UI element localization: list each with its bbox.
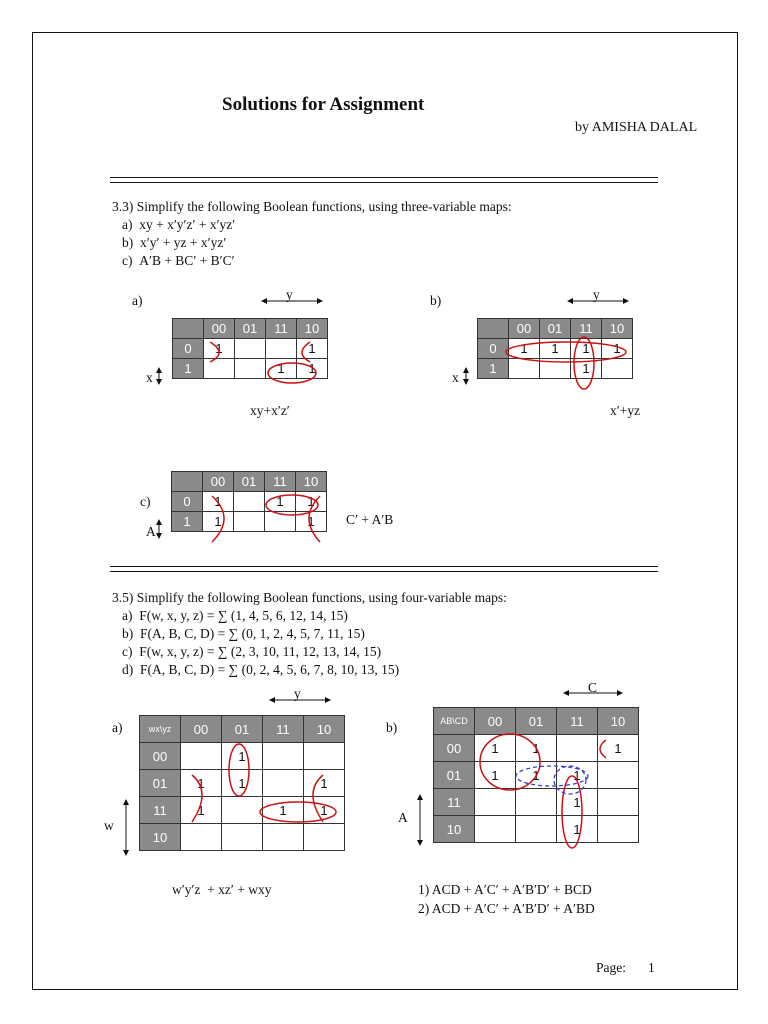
kmap-row-header: 0 — [478, 339, 509, 359]
kmap-cell — [181, 824, 222, 851]
kmap-cell — [222, 797, 263, 824]
kmap-cell — [516, 789, 557, 816]
kmap-3var-b — [477, 318, 633, 379]
kmap-col-header: 01 — [234, 472, 265, 492]
question-heading: 3.5) Simplify the following Boolean functions, using four-variable maps: — [112, 590, 507, 605]
kmap-row-header: 11 — [140, 797, 181, 824]
kmap-cell: 1 — [222, 770, 263, 797]
question-item: d) F(A, B, C, D) = ∑ (0, 2, 4, 5, 6, 7, 8, 10, 13, 15) — [122, 662, 400, 677]
kmap-corner: AB\CD — [434, 708, 475, 735]
map-label: a) — [132, 293, 143, 308]
kmap-cell — [181, 743, 222, 770]
map-label: b) — [386, 720, 398, 735]
map-var-side: A — [146, 524, 156, 539]
kmap-col-header: 00 — [181, 716, 222, 743]
kmap-col-header: 11 — [265, 472, 296, 492]
kmap-cell: 1 — [204, 339, 235, 359]
kmap-col-header: 00 — [509, 319, 540, 339]
kmap-4var-b — [433, 707, 639, 843]
kmap-cell: 1 — [181, 770, 222, 797]
kmap-cell — [557, 735, 598, 762]
kmap-cell — [598, 762, 639, 789]
page-label: Page: — [596, 960, 626, 975]
map-label: b) — [430, 293, 442, 308]
question-heading: 3.3) Simplify the following Boolean functions, using three-variable maps: — [112, 199, 512, 214]
kmap-cell — [235, 359, 266, 379]
kmap-col-header: 01 — [516, 708, 557, 735]
kmap-row-header: 0 — [173, 339, 204, 359]
map-var-side: A — [398, 810, 408, 825]
kmap-cell: 1 — [297, 339, 328, 359]
map-result: x′+yz — [610, 403, 641, 418]
kmap-corner — [478, 319, 509, 339]
kmap-cell: 1 — [297, 359, 328, 379]
kmap-row-header: 0 — [172, 492, 203, 512]
section-divider-1 — [110, 177, 658, 183]
kmap-row-header: 01 — [140, 770, 181, 797]
map-var-top: y — [593, 287, 600, 302]
kmap-cell: 1 — [571, 339, 602, 359]
kmap-cell — [304, 743, 345, 770]
kmap-cell — [263, 743, 304, 770]
kmap-cell — [235, 339, 266, 359]
section-divider-2 — [110, 566, 658, 572]
kmap-corner: wx\yz — [140, 716, 181, 743]
kmap-cell: 1 — [203, 492, 234, 512]
kmap-cell: 1 — [602, 339, 633, 359]
question-item: c) A′B + BC′ + B′C′ — [122, 253, 235, 268]
kmap-cell — [234, 512, 265, 532]
kmap-corner — [172, 472, 203, 492]
map-var-side: x — [146, 370, 153, 385]
kmap-col-header: 10 — [297, 319, 328, 339]
kmap-cell: 1 — [516, 735, 557, 762]
kmap-row-header: 10 — [434, 816, 475, 843]
kmap-cell — [263, 770, 304, 797]
kmap-row-header: 00 — [140, 743, 181, 770]
kmap-row-header: 10 — [140, 824, 181, 851]
kmap-col-header: 00 — [203, 472, 234, 492]
kmap-cell: 1 — [203, 512, 234, 532]
kmap-col-header: 10 — [304, 716, 345, 743]
kmap-row-header: 1 — [173, 359, 204, 379]
question-item: a) xy + x′y′z′ + x′yz′ — [122, 217, 236, 232]
kmap-col-header: 11 — [571, 319, 602, 339]
map-result: 2) ACD + A′C′ + A′B′D′ + A′BD — [418, 901, 595, 916]
map-result: 1) ACD + A′C′ + A′B′D′ + BCD — [418, 882, 592, 897]
kmap-corner — [173, 319, 204, 339]
question-item: b) x′y′ + yz + x′yz′ — [122, 235, 227, 250]
kmap-cell: 1 — [475, 735, 516, 762]
map-label: a) — [112, 720, 123, 735]
kmap-cell — [516, 816, 557, 843]
kmap-cell: 1 — [304, 797, 345, 824]
kmap-row-header: 00 — [434, 735, 475, 762]
kmap-cell: 1 — [263, 797, 304, 824]
kmap-cell: 1 — [266, 359, 297, 379]
map-var-top: C — [588, 680, 598, 695]
document-title: Solutions for Assignment — [222, 94, 425, 115]
kmap-3var-a — [172, 318, 328, 379]
kmap-col-header: 00 — [204, 319, 235, 339]
map-var-top: y — [286, 287, 293, 302]
kmap-cell — [602, 359, 633, 379]
kmap-cell: 1 — [540, 339, 571, 359]
map-result: xy+x′z′ — [250, 403, 290, 418]
kmap-cell: 1 — [557, 762, 598, 789]
question-item: a) F(w, x, y, z) = ∑ (1, 4, 5, 6, 12, 14, 15) — [122, 608, 348, 623]
map-label: c) — [140, 494, 151, 509]
kmap-col-header: 10 — [296, 472, 327, 492]
kmap-cell: 1 — [571, 359, 602, 379]
kmap-row-header: 1 — [172, 512, 203, 532]
kmap-3var-c — [171, 471, 327, 532]
question-item: c) F(w, x, y, z) = ∑ (2, 3, 10, 11, 12, 13, 14, 15) — [122, 644, 382, 659]
kmap-cell: 1 — [516, 762, 557, 789]
kmap-cell: 1 — [296, 512, 327, 532]
author-line: by AMISHA DALAL — [575, 120, 698, 135]
kmap-cell: 1 — [222, 743, 263, 770]
kmap-cell — [475, 789, 516, 816]
kmap-cell: 1 — [265, 492, 296, 512]
kmap-col-header: 01 — [540, 319, 571, 339]
question-item: b) F(A, B, C, D) = ∑ (0, 1, 2, 4, 5, 7, 11, 15) — [122, 626, 365, 641]
kmap-cell: 1 — [304, 770, 345, 797]
kmap-col-header: 00 — [475, 708, 516, 735]
kmap-cell — [540, 359, 571, 379]
kmap-col-header: 01 — [235, 319, 266, 339]
kmap-row-header: 1 — [478, 359, 509, 379]
kmap-cell: 1 — [509, 339, 540, 359]
question-3-5 — [112, 589, 507, 679]
kmap-col-header: 11 — [263, 716, 304, 743]
kmap-cell — [304, 824, 345, 851]
kmap-cell — [263, 824, 304, 851]
map-result: w′y′z + xz′ + wxy — [172, 882, 272, 897]
kmap-cell: 1 — [296, 492, 327, 512]
kmap-col-header: 11 — [266, 319, 297, 339]
question-3-3 — [112, 198, 512, 270]
kmap-cell — [475, 816, 516, 843]
map-result: C′ + A′B — [346, 512, 394, 527]
page-number: 1 — [648, 960, 655, 975]
kmap-cell — [234, 492, 265, 512]
kmap-cell — [509, 359, 540, 379]
kmap-cell: 1 — [181, 797, 222, 824]
kmap-cell: 1 — [557, 816, 598, 843]
map-var-side: x — [452, 370, 459, 385]
kmap-cell: 1 — [475, 762, 516, 789]
kmap-col-header: 10 — [598, 708, 639, 735]
kmap-cell — [598, 816, 639, 843]
kmap-col-header: 10 — [602, 319, 633, 339]
kmap-cell — [266, 339, 297, 359]
kmap-cell — [204, 359, 235, 379]
kmap-cell — [222, 824, 263, 851]
map-var-side: w — [104, 818, 114, 833]
kmap-cell — [265, 512, 296, 532]
kmap-row-header: 01 — [434, 762, 475, 789]
kmap-4var-a — [139, 715, 345, 851]
kmap-row-header: 11 — [434, 789, 475, 816]
map-var-top: y — [294, 686, 301, 701]
kmap-col-header: 01 — [222, 716, 263, 743]
kmap-cell: 1 — [598, 735, 639, 762]
kmap-cell: 1 — [557, 789, 598, 816]
kmap-col-header: 11 — [557, 708, 598, 735]
page-frame — [32, 32, 738, 990]
kmap-cell — [598, 789, 639, 816]
